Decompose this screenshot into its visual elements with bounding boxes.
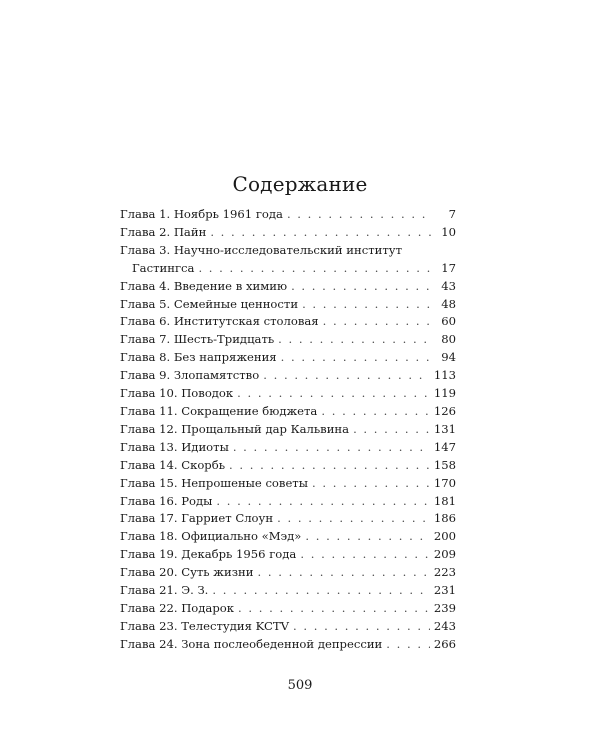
leader-dots xyxy=(305,528,429,546)
page-title: Содержание xyxy=(232,172,368,196)
toc-entry xyxy=(120,296,456,314)
leader-dots xyxy=(300,546,430,564)
toc-entry-label: Глава 17. Гарриет Слоун xyxy=(120,511,274,526)
leader-dots xyxy=(216,493,430,511)
toc-entry xyxy=(120,421,456,439)
toc-entry-label: Глава 22. Подарок xyxy=(120,600,234,615)
toc-entry-page: 60 xyxy=(441,314,456,329)
toc-entry-label: Глава 15. Непрошеные советы xyxy=(120,475,308,490)
toc-entry xyxy=(120,618,456,636)
toc-entry-label: Глава 21. Э. З. xyxy=(120,583,209,598)
leader-dots xyxy=(323,313,432,331)
toc-entry xyxy=(120,564,456,582)
leader-dots xyxy=(210,224,432,242)
page-number: 509 xyxy=(287,678,313,693)
leader-dots xyxy=(386,636,430,654)
leader-dots xyxy=(287,206,432,224)
toc-entry-page: 119 xyxy=(433,386,456,401)
toc-entry-page: 231 xyxy=(433,583,456,598)
toc-entry xyxy=(120,403,456,421)
toc-entry xyxy=(120,313,456,331)
toc-entry-page: 17 xyxy=(441,260,456,275)
leader-dots xyxy=(281,349,432,367)
toc-entry xyxy=(120,457,456,475)
toc-entry-label: Глава 11. Сокращение бюджета xyxy=(120,403,318,418)
toc-entry-label: Глава 3. Научно-исследовательский институт xyxy=(120,242,403,257)
leader-dots xyxy=(312,475,430,493)
toc-entry-page: 181 xyxy=(433,493,456,508)
toc-entry-page: 209 xyxy=(433,547,456,562)
toc-entry xyxy=(120,493,456,511)
toc-entry-page: 266 xyxy=(433,636,456,651)
toc-entry-page: 223 xyxy=(433,565,456,580)
leader-dots xyxy=(277,510,430,528)
toc-entry-label: Глава 12. Прощальный дар Кальвина xyxy=(120,421,350,436)
toc-entry xyxy=(120,475,456,493)
toc-entry-label: Глава 7. Шесть-Тридцать xyxy=(120,332,275,347)
toc-entry-label: Глава 4. Введение в химию xyxy=(120,278,288,293)
toc-entry xyxy=(120,600,456,618)
toc-entry-page: 170 xyxy=(433,475,456,490)
toc-entry-label: Глава 6. Институтская столовая xyxy=(120,314,319,329)
leader-dots xyxy=(263,367,430,385)
toc-entry-page: 243 xyxy=(433,618,456,633)
toc-entry-label: Гастингса xyxy=(132,260,195,275)
toc-entry-page: 43 xyxy=(441,278,456,293)
leader-dots xyxy=(321,403,430,421)
toc-entry-page: 126 xyxy=(433,403,456,418)
toc-entry xyxy=(120,206,456,224)
toc-entry-label: Глава 19. Декабрь 1956 года xyxy=(120,547,297,562)
toc-entry-page: 186 xyxy=(433,511,456,526)
leader-dots xyxy=(257,564,429,582)
leader-dots xyxy=(229,457,430,475)
toc-entry xyxy=(120,546,456,564)
toc-entry-page: 7 xyxy=(448,207,456,221)
leader-dots xyxy=(293,618,430,636)
toc-entry-label: Глава 5. Семейные ценности xyxy=(120,296,299,311)
leader-dots xyxy=(291,278,432,296)
toc-entry-label: Глава 9. Злопамятство xyxy=(120,368,260,383)
toc-entry xyxy=(120,367,456,385)
table-of-contents xyxy=(120,206,456,654)
toc-entry-label: Глава 24. Зона послеобеденной депрессии xyxy=(120,636,383,651)
toc-entry xyxy=(120,385,456,403)
toc-entry-label: Глава 13. Идиоты xyxy=(120,439,229,454)
toc-entry xyxy=(120,224,456,242)
toc-entry-page: 158 xyxy=(433,457,456,472)
leader-dots xyxy=(302,296,432,314)
toc-entry xyxy=(120,260,456,278)
toc-entry-line1 xyxy=(120,242,456,260)
toc-entry-label: Глава 20. Суть жизни xyxy=(120,565,254,580)
toc-entry xyxy=(120,510,456,528)
toc-entry xyxy=(120,278,456,296)
toc-entry xyxy=(120,439,456,457)
toc-entry-page: 131 xyxy=(433,421,456,436)
toc-entry-label: Глава 23. Телестудия KCTV xyxy=(120,618,289,633)
toc-entry-page: 113 xyxy=(433,368,456,383)
toc-entry-label: Глава 2. Пайн xyxy=(120,224,207,239)
leader-dots xyxy=(238,600,430,618)
toc-entry xyxy=(120,349,456,367)
leader-dots xyxy=(353,421,430,439)
leader-dots xyxy=(198,260,432,278)
toc-entry-page: 147 xyxy=(433,439,456,454)
toc-entry xyxy=(120,582,456,600)
leader-dots xyxy=(237,385,430,403)
toc-entry xyxy=(120,331,456,349)
toc-entry-label: Глава 10. Поводок xyxy=(120,386,234,401)
toc-entry xyxy=(120,528,456,546)
toc-entry-page: 239 xyxy=(433,600,456,615)
toc-entry-label: Глава 14. Скорбь xyxy=(120,457,226,472)
toc-entry-page: 200 xyxy=(433,529,456,544)
leader-dots xyxy=(278,331,432,349)
toc-entry-page: 94 xyxy=(441,350,456,365)
leader-dots xyxy=(233,439,430,457)
toc-entry-label: Глава 18. Официально «Мэд» xyxy=(120,529,302,544)
toc-entry xyxy=(120,636,456,654)
toc-entry-page: 48 xyxy=(441,296,456,311)
toc-entry-label: Глава 8. Без напряжения xyxy=(120,350,277,365)
toc-entry-page: 10 xyxy=(441,224,456,239)
toc-entry-label: Глава 16. Роды xyxy=(120,493,213,508)
toc-entry-page: 80 xyxy=(441,332,456,347)
toc-entry-label: Глава 1. Ноябрь 1961 года xyxy=(120,207,283,221)
leader-dots xyxy=(212,582,430,600)
